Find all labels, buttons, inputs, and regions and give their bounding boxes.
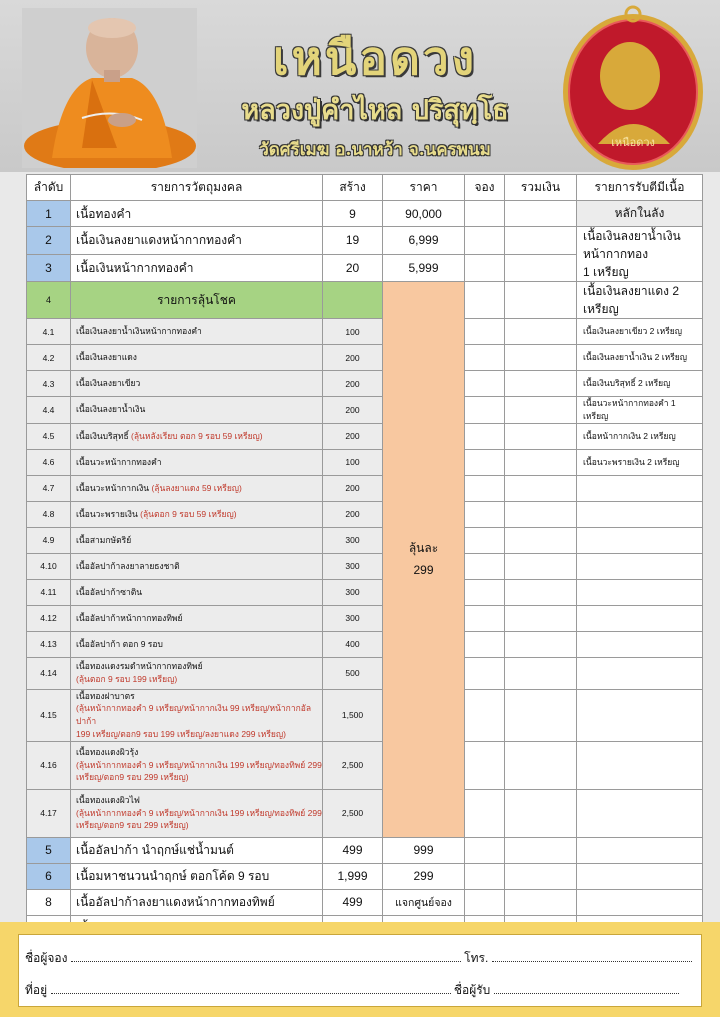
- table-row: [27, 397, 703, 424]
- lucky-price-cell: [383, 282, 465, 838]
- reward-cell: [577, 741, 703, 789]
- total-cell[interactable]: [505, 345, 577, 371]
- row-made: 200: [323, 475, 383, 501]
- row-no: 4.5: [27, 423, 71, 449]
- row-made: 2,500: [323, 741, 383, 789]
- row-no: 4.14: [27, 657, 71, 689]
- row-made: 20: [323, 254, 383, 282]
- row-item: เนื้อมหาชนวนนำฤกษ์ ตอกโค้ด 9 รอบ: [71, 863, 323, 889]
- item-note: เหรียญ/ตอก9 รอบ 299 เหรียญ): [76, 820, 189, 831]
- item-name: เนื้อเงินลงยาน้ำเงิน: [76, 404, 146, 415]
- reserve-cell[interactable]: [465, 423, 505, 449]
- banner-subtitle: หลวงปู่คำไหล ปริสุทฺโธ: [241, 95, 509, 126]
- reward-text: เนื้อนวะพรายเงิน 2 เหรียญ: [577, 449, 703, 475]
- row-item: [71, 345, 323, 371]
- row-no: 4.8: [27, 501, 71, 527]
- row-made: 499: [323, 837, 383, 863]
- reward-cell: [577, 689, 703, 741]
- table-row: [27, 227, 703, 255]
- total-cell[interactable]: [505, 397, 577, 424]
- row-price: 90,000: [383, 201, 465, 227]
- row-no: 6: [27, 863, 71, 889]
- footer-form-area: [0, 922, 720, 1017]
- table-row: [27, 319, 703, 345]
- total-cell[interactable]: [505, 889, 577, 915]
- item-name: เนื้อนวะพรายเงิน: [76, 508, 138, 519]
- row-item: [71, 657, 323, 689]
- total-cell[interactable]: [505, 501, 577, 527]
- reserve-cell[interactable]: [465, 741, 505, 789]
- table-row: [27, 501, 703, 527]
- item-note: (ลุ้นลงยาแดง 59 เหรียญ): [151, 482, 242, 493]
- amulet-coin-image: [558, 4, 708, 170]
- table-row: [27, 579, 703, 605]
- reward-cell: [577, 553, 703, 579]
- reserve-cell[interactable]: [465, 689, 505, 741]
- table-row: [27, 449, 703, 475]
- total-cell[interactable]: [505, 282, 577, 319]
- reward-cell: [577, 605, 703, 631]
- table-row: [27, 741, 703, 789]
- row-item: [71, 741, 323, 789]
- item-name: เนื้อเงินลงยาเขียว: [76, 378, 141, 389]
- table-row: [27, 689, 703, 741]
- reward-cell: [577, 579, 703, 605]
- address-field[interactable]: [51, 984, 451, 994]
- row-made: 200: [323, 423, 383, 449]
- row-made: 499: [323, 889, 383, 915]
- total-cell[interactable]: [505, 201, 577, 227]
- lucky-made-cell: [323, 282, 383, 319]
- row-made: 300: [323, 527, 383, 553]
- reward-cell: [577, 889, 703, 915]
- row-item: [71, 605, 323, 631]
- row-no: 4.4: [27, 397, 71, 424]
- item-name: เนื้ออัลปาก้าซาติน: [76, 586, 143, 597]
- item-name: เนื้อเงินบริสุทธิ์: [76, 430, 129, 441]
- header-item: รายการวัตถุมงคล: [71, 175, 323, 201]
- address-line: [25, 981, 679, 1000]
- row-item: เนื้ออัลปาก้าลงยาแดงหน้ากากทองทิพย์: [71, 889, 323, 915]
- reward-cell: [577, 631, 703, 657]
- item-name: เนื้อนวะหน้ากากทองคำ: [76, 456, 162, 467]
- reward-text: เนื้อเงินลงยาน้ำเงินหน้ากากทอง: [583, 229, 681, 261]
- item-name: เนื้อเงินลงยาแดง: [76, 352, 137, 363]
- item-name: เนื้ออัลปาก้าหน้ากากทองทิพย์: [76, 612, 183, 623]
- total-cell[interactable]: [505, 837, 577, 863]
- row-no: 4.13: [27, 631, 71, 657]
- row-made: 200: [323, 501, 383, 527]
- row-made: 200: [323, 371, 383, 397]
- row-item: [71, 397, 323, 424]
- reserve-cell[interactable]: [465, 371, 505, 397]
- reserve-cell[interactable]: [465, 527, 505, 553]
- item-name: เนื้อทองฝาบาตร: [76, 690, 135, 701]
- row-price: 6,999: [383, 227, 465, 255]
- reserve-cell[interactable]: [465, 863, 505, 889]
- row-item: เนื้อเงินลงยาแดงหน้ากากทองคำ: [71, 227, 323, 255]
- item-name: เนื้อทองแดงรมดำหน้ากากทองทิพย์: [76, 661, 203, 672]
- row-no: 5: [27, 837, 71, 863]
- table-row: [27, 201, 703, 227]
- banner-title: เหนือดวง: [272, 31, 478, 85]
- row-made: 500: [323, 657, 383, 689]
- reserve-cell[interactable]: [465, 553, 505, 579]
- row-no: 4.15: [27, 689, 71, 741]
- total-cell[interactable]: [505, 475, 577, 501]
- table-row: [27, 889, 703, 915]
- header-reward: รายการรับตีมีเนื้อ: [577, 175, 703, 201]
- total-cell[interactable]: [505, 579, 577, 605]
- reward-cell: [577, 527, 703, 553]
- row-no: 4.11: [27, 579, 71, 605]
- reward-cell: [577, 657, 703, 689]
- item-note: เหรียญ/ตอก9 รอบ 299 เหรียญ): [76, 772, 189, 783]
- table-row: [27, 345, 703, 371]
- reward-cell: [577, 227, 703, 282]
- table-row: [27, 371, 703, 397]
- row-price: 5,999: [383, 254, 465, 282]
- reserve-cell[interactable]: [465, 657, 505, 689]
- row-item: [71, 475, 323, 501]
- customer-form: [18, 934, 702, 1007]
- row-item: เนื้อทองคำ: [71, 201, 323, 227]
- item-name: เนื้ออัลปาก้า ตอก 9 รอบ: [76, 638, 163, 649]
- reward-cell: [577, 475, 703, 501]
- row-item: [71, 319, 323, 345]
- row-no: 4.17: [27, 789, 71, 837]
- table-row: [27, 863, 703, 889]
- item-note: 199 เหรียญ/ตอก9 รอบ 199 เหรียญ/ลงยาแดง 299 เหรียญ): [76, 728, 286, 739]
- total-cell[interactable]: [505, 863, 577, 889]
- lucky-draw-title: รายการลุ้นโชค: [71, 282, 323, 319]
- reserve-cell[interactable]: [465, 254, 505, 282]
- row-no: 1: [27, 201, 71, 227]
- reward-header-line2: หลักในลัง: [577, 201, 703, 227]
- total-cell[interactable]: [505, 741, 577, 789]
- reward-text: เนื้อเงินลงยาเขียว 2 เหรียญ: [577, 319, 703, 345]
- total-cell[interactable]: [505, 789, 577, 837]
- row-no: 4.16: [27, 741, 71, 789]
- banner-temple: วัดศรีเมฆ อ.นาหว้า จ.นครพนม: [259, 140, 491, 160]
- reserve-cell[interactable]: [465, 475, 505, 501]
- item-note: (ลุ้นหน้ากากทองคำ 9 เหรียญ/หน้ากากเงิน 199 เหรียญ/ทองทิพย์ 299: [76, 759, 322, 770]
- row-no: 4.7: [27, 475, 71, 501]
- row-made: 200: [323, 397, 383, 424]
- reserve-cell[interactable]: [465, 501, 505, 527]
- total-cell[interactable]: [505, 254, 577, 282]
- reward-cell: [577, 863, 703, 889]
- reserve-cell[interactable]: [465, 579, 505, 605]
- reserve-cell[interactable]: [465, 889, 505, 915]
- table-row: [27, 657, 703, 689]
- name-field[interactable]: [71, 952, 461, 962]
- reserve-cell[interactable]: [465, 789, 505, 837]
- order-sheet: [26, 174, 702, 922]
- name-label: ชื่อผู้จอง: [25, 951, 68, 965]
- item-name: เนื้อสามกษัตริย์: [76, 534, 132, 545]
- monk-photo: [22, 8, 197, 168]
- table-row: [27, 789, 703, 837]
- total-cell[interactable]: [505, 527, 577, 553]
- header-price: ราคา: [383, 175, 465, 201]
- row-made: 9: [323, 201, 383, 227]
- total-cell[interactable]: [505, 605, 577, 631]
- table-row: [27, 837, 703, 863]
- table-row: [27, 605, 703, 631]
- row-no: 4.10: [27, 553, 71, 579]
- lucky-price-label: ลุ้นละ: [408, 541, 439, 556]
- row-no: 4.1: [27, 319, 71, 345]
- row-item: [71, 423, 323, 449]
- total-cell[interactable]: [505, 227, 577, 255]
- table-row: [27, 475, 703, 501]
- row-item: [71, 527, 323, 553]
- table-row: [27, 631, 703, 657]
- item-note: (ลุ้นหน้ากากทองคำ 9 เหรียญ/หน้ากากเงิน 99 เหรียญ/หน้ากากอัลปาก้า: [76, 703, 312, 726]
- row-item: [71, 789, 323, 837]
- item-name: เนื้อทองแดงผิวรุ้ง: [76, 746, 139, 757]
- row-price: แจกศูนย์จอง: [383, 889, 465, 915]
- total-cell[interactable]: [505, 657, 577, 689]
- reserve-cell[interactable]: [465, 631, 505, 657]
- row-made: 300: [323, 553, 383, 579]
- item-name: เนื้อนวะหน้ากากเงิน: [76, 482, 150, 493]
- header-banner: [0, 0, 720, 172]
- reserve-cell[interactable]: [465, 397, 505, 424]
- row-no: 2: [27, 227, 71, 255]
- total-cell[interactable]: [505, 319, 577, 345]
- address-label: ที่อยู่: [25, 983, 48, 997]
- total-cell[interactable]: [505, 631, 577, 657]
- row-made: 300: [323, 605, 383, 631]
- header-no: ลำดับ: [27, 175, 71, 201]
- row-no: 4.6: [27, 449, 71, 475]
- reserve-cell[interactable]: [465, 282, 505, 319]
- reward-text: เนื้อหน้ากากเงิน 2 เหรียญ: [577, 423, 703, 449]
- reserve-cell[interactable]: [465, 227, 505, 255]
- lucky-draw-row: [27, 282, 703, 319]
- row-made: 1,500: [323, 689, 383, 741]
- row-item: [71, 631, 323, 657]
- row-made: 200: [323, 345, 383, 371]
- reward-text: 1 เหรียญ: [583, 265, 629, 279]
- reward-text: เนื้อเงินลงยาแดง 2 เหรียญ: [577, 282, 703, 319]
- amulet-order-table: [26, 174, 703, 942]
- item-note: (ลุ้นตอก 9 รอบ 199 เหรียญ): [76, 674, 178, 684]
- row-made: 19: [323, 227, 383, 255]
- reward-cell: [577, 837, 703, 863]
- row-item: เนื้อเงินหน้ากากทองคำ: [71, 254, 323, 282]
- table-row: [27, 527, 703, 553]
- phone-field[interactable]: [492, 952, 692, 962]
- row-item: [71, 501, 323, 527]
- total-cell[interactable]: [505, 423, 577, 449]
- row-no: 4.12: [27, 605, 71, 631]
- row-price: 299: [383, 863, 465, 889]
- reward-text: เนื้อนวะหน้ากากทองคำ 1 เหรียญ: [577, 397, 703, 424]
- recipient-label: ชื่อผู้รับ: [453, 983, 491, 997]
- row-no: 4.9: [27, 527, 71, 553]
- reserve-cell[interactable]: [465, 449, 505, 475]
- row-no: 3: [27, 254, 71, 282]
- row-made: 100: [323, 319, 383, 345]
- row-made: 100: [323, 449, 383, 475]
- amulet-text: เหนือดวง: [611, 136, 655, 149]
- phone-label: โทร.: [464, 951, 489, 965]
- row-item: [71, 449, 323, 475]
- header-total: รวมเงิน: [505, 175, 577, 201]
- row-made: 1,999: [323, 863, 383, 889]
- row-no: 8: [27, 889, 71, 915]
- row-no: 4.2: [27, 345, 71, 371]
- row-item: [71, 689, 323, 741]
- reward-text: เนื้อเงินลงยาน้ำเงิน 2 เหรียญ: [577, 345, 703, 371]
- total-cell[interactable]: [505, 553, 577, 579]
- row-item: [71, 553, 323, 579]
- header-reserve: จอง: [465, 175, 505, 201]
- reserve-cell[interactable]: [465, 319, 505, 345]
- item-note: (ลุ้นหน้ากากทองคำ 9 เหรียญ/หน้ากากเงิน 199 เหรียญ/ทองทิพย์ 299: [76, 807, 322, 818]
- total-cell[interactable]: [505, 449, 577, 475]
- item-note: (ลุ้นหลังเรียบ ตอก 9 รอบ 59 เหรียญ): [131, 430, 263, 441]
- total-cell[interactable]: [505, 371, 577, 397]
- reserve-cell[interactable]: [465, 201, 505, 227]
- item-name: เนื้อเงินลงยาน้ำเงินหน้ากากทองคำ: [76, 326, 202, 337]
- reserve-cell[interactable]: [465, 837, 505, 863]
- total-cell[interactable]: [505, 689, 577, 741]
- row-price: 999: [383, 837, 465, 863]
- table-row: [27, 423, 703, 449]
- header-made: สร้าง: [323, 175, 383, 201]
- row-made: 400: [323, 631, 383, 657]
- table-row: [27, 553, 703, 579]
- row-no: 4.3: [27, 371, 71, 397]
- row-made: 2,500: [323, 789, 383, 837]
- item-name: เนื้ออัลปาก้าลงยาลายธงชาติ: [76, 560, 180, 571]
- reward-cell: [577, 789, 703, 837]
- name-line: [25, 949, 692, 968]
- item-name: เนื้อทองแดงผิวไฟ: [76, 794, 140, 805]
- row-item: [71, 579, 323, 605]
- row-item: เนื้ออัลปาก้า นำฤกษ์แช่น้ำมนต์: [71, 837, 323, 863]
- recipient-field[interactable]: [494, 984, 679, 994]
- lucky-price-value: 299: [413, 563, 434, 578]
- reward-cell: [577, 501, 703, 527]
- row-made: 300: [323, 579, 383, 605]
- row-item: [71, 371, 323, 397]
- reward-text: เนื้อเงินบริสุทธิ์ 2 เหรียญ: [577, 371, 703, 397]
- reserve-cell[interactable]: [465, 605, 505, 631]
- reserve-cell[interactable]: [465, 345, 505, 371]
- item-note: (ลุ้นตอก 9 รอบ 59 เหรียญ): [140, 508, 237, 519]
- row-no: 4: [27, 282, 71, 319]
